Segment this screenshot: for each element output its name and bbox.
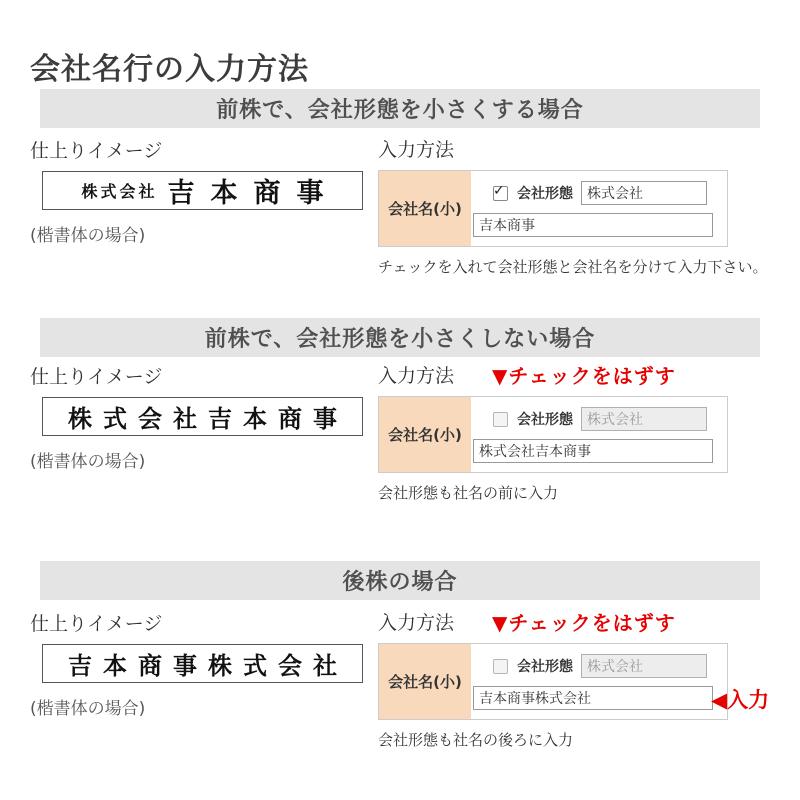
company-name-cell-label: 会社名(小) bbox=[379, 171, 471, 246]
section-1-finish-image-column bbox=[30, 140, 370, 246]
form-body bbox=[471, 644, 770, 719]
company-form-input[interactable] bbox=[581, 407, 707, 431]
company-name-form bbox=[378, 643, 770, 720]
section-2-finish-image-column bbox=[30, 366, 370, 472]
section-3-caption: 会社形態も社名の後ろに入力 bbox=[378, 731, 574, 749]
input-method-heading: 入力方法 bbox=[378, 365, 455, 387]
input-method-heading: 入力方法 bbox=[378, 139, 455, 161]
section-2-input-method-column bbox=[378, 365, 800, 503]
finish-image-heading: 仕上りイメージ bbox=[30, 140, 163, 162]
stamp-preview bbox=[42, 644, 363, 683]
page-title: 会社名行の入力方法 bbox=[30, 52, 309, 88]
company-name-input[interactable] bbox=[473, 213, 713, 237]
company-name-form bbox=[378, 170, 728, 247]
stamp-preview bbox=[42, 397, 363, 436]
stamp-preview bbox=[42, 171, 363, 210]
company-name-input[interactable] bbox=[473, 686, 713, 710]
uncheck-annotation: ▼チェックをはずす bbox=[492, 611, 676, 635]
company-form-label: 会社形態 bbox=[517, 412, 573, 428]
stamp-company-name: 株式会社吉本商事 bbox=[68, 404, 348, 433]
section-2-header: 前株で、会社形態を小さくしない場合 bbox=[40, 318, 760, 357]
company-name-form bbox=[378, 396, 728, 473]
kaisho-font-note: (楷書体の場合) bbox=[30, 226, 146, 246]
form-body bbox=[471, 171, 727, 246]
section-2-caption: 会社形態も社名の前に入力 bbox=[378, 484, 559, 502]
section-1-input-method-column bbox=[378, 139, 800, 277]
company-form-label: 会社形態 bbox=[517, 659, 573, 675]
stamp-company-name: 吉本商事 bbox=[167, 178, 340, 209]
company-form-checkbox[interactable] bbox=[493, 659, 508, 674]
company-name-input[interactable] bbox=[473, 439, 713, 463]
section-1-caption: チェックを入れて会社形態と会社名を分けて入力下さい。 bbox=[378, 258, 768, 276]
company-form-input[interactable] bbox=[581, 654, 707, 678]
finish-image-heading: 仕上りイメージ bbox=[30, 366, 163, 388]
input-method-heading: 入力方法 bbox=[378, 612, 455, 634]
kaisho-font-note: (楷書体の場合) bbox=[30, 452, 146, 472]
section-3-finish-image-column bbox=[30, 613, 370, 719]
uncheck-annotation: ▼チェックをはずす bbox=[492, 364, 676, 388]
section-3-header: 後株の場合 bbox=[40, 561, 760, 600]
stamp-company-form-small: 株式会社 bbox=[81, 182, 158, 201]
kaisho-font-note: (楷書体の場合) bbox=[30, 699, 146, 719]
company-name-cell-label: 会社名(小) bbox=[379, 397, 471, 472]
company-form-input[interactable] bbox=[581, 181, 707, 205]
company-name-cell-label: 会社名(小) bbox=[379, 644, 471, 719]
input-here-annotation: ◀入力 bbox=[711, 688, 770, 712]
company-form-checkbox[interactable] bbox=[493, 412, 508, 427]
finish-image-heading: 仕上りイメージ bbox=[30, 613, 163, 635]
section-3-input-method-column bbox=[378, 612, 800, 750]
section-1-header: 前株で、会社形態を小さくする場合 bbox=[40, 89, 760, 128]
company-form-checkbox[interactable] bbox=[493, 186, 508, 201]
company-form-label: 会社形態 bbox=[517, 186, 573, 202]
stamp-company-name: 吉本商事株式会社 bbox=[68, 651, 348, 680]
form-body bbox=[471, 397, 727, 472]
